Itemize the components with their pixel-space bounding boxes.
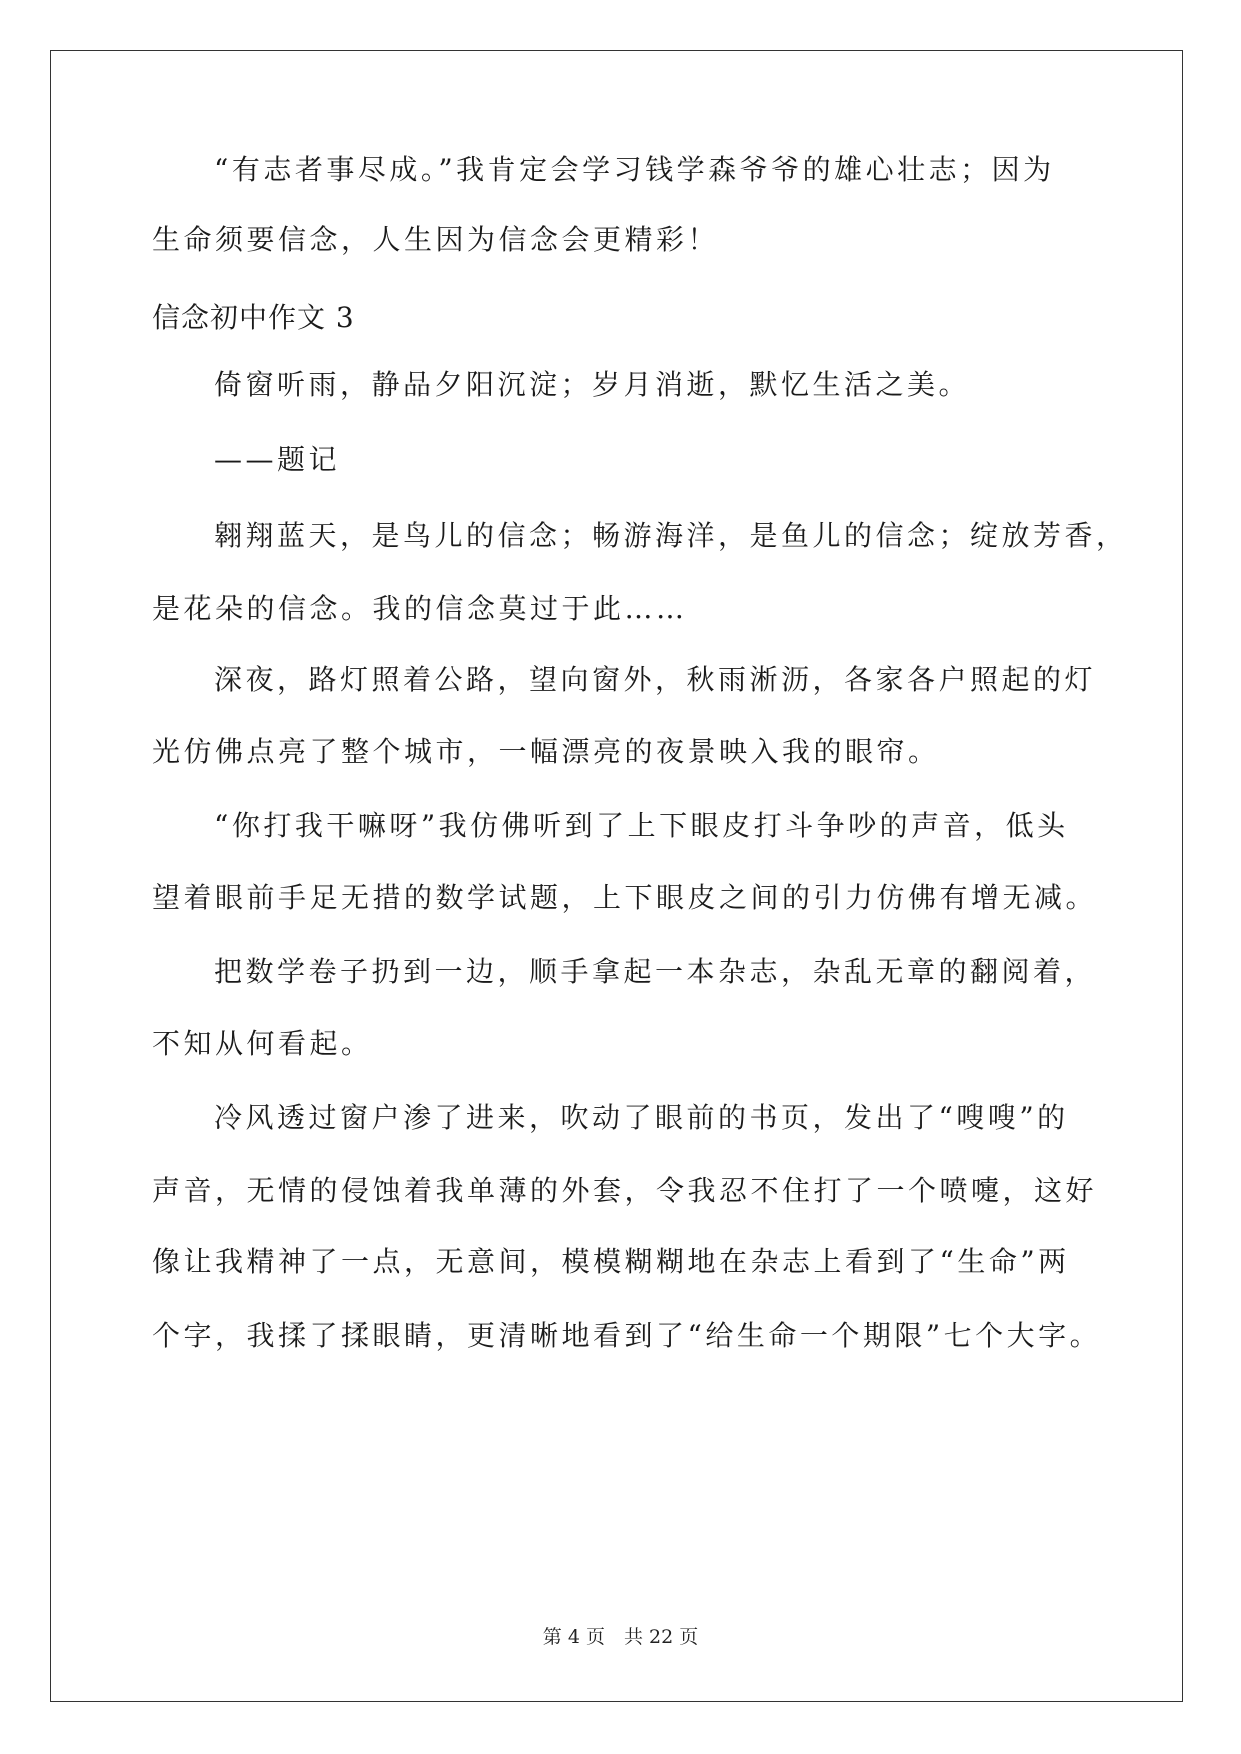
paragraph-line: 光仿佛点亮了整个城市，一幅漂亮的夜景映入我的眼帘。: [152, 735, 940, 768]
paragraph-line: 把数学卷子扔到一边，顺手拿起一本杂志，杂乱无章的翻阅着，: [214, 955, 1097, 988]
paragraph-line: 生命须要信念，人生因为信念会更精彩！: [152, 223, 720, 256]
paragraph-line: 望着眼前手足无措的数学试题，上下眼皮之间的引力仿佛有增无减。: [152, 881, 1098, 914]
paragraph-line: 是花朵的信念。我的信念莫过于此……: [152, 592, 688, 625]
epigraph-attribution: ——题记: [214, 443, 341, 476]
section-heading: 信念初中作文 3: [152, 301, 355, 334]
paragraph-line: 声音，无情的侵蚀着我单薄的外套，令我忍不住打了一个喷嚏，这好: [152, 1174, 1098, 1207]
paragraph-line: “你打我干嘛呀”我仿佛听到了上下眼皮打斗争吵的声音，低头: [214, 809, 1069, 842]
paragraph-line: 冷风透过窗户渗了进来，吹动了眼前的书页，发出了“嗖嗖”的: [214, 1101, 1069, 1134]
paragraph-line: 不知从何看起。: [152, 1027, 373, 1060]
paragraph-line: 深夜，路灯照着公路，望向窗外，秋雨淅沥，各家各户照起的灯: [214, 663, 1097, 696]
page-number: 第 4 页 共 22 页: [542, 1626, 699, 1648]
paragraph-line: 个字，我揉了揉眼睛，更清晰地看到了“给生命一个期限”七个大字。: [152, 1319, 1102, 1352]
paragraph-line: 像让我精神了一点，无意间，模模糊糊地在杂志上看到了“生命”两: [152, 1245, 1070, 1278]
page-border: [50, 50, 1183, 1702]
paragraph-line: 翱翔蓝天，是鸟儿的信念；畅游海洋，是鱼儿的信念；绽放芳香，: [214, 519, 1128, 552]
paragraph-line: “有志者事尽成。”我肯定会学习钱学森爷爷的雄心壮志；因为: [214, 153, 1055, 186]
paragraph-line: 倚窗听雨，静品夕阳沉淀；岁月消逝，默忆生活之美。: [214, 368, 971, 401]
page-footer: [0, 1625, 1241, 1649]
